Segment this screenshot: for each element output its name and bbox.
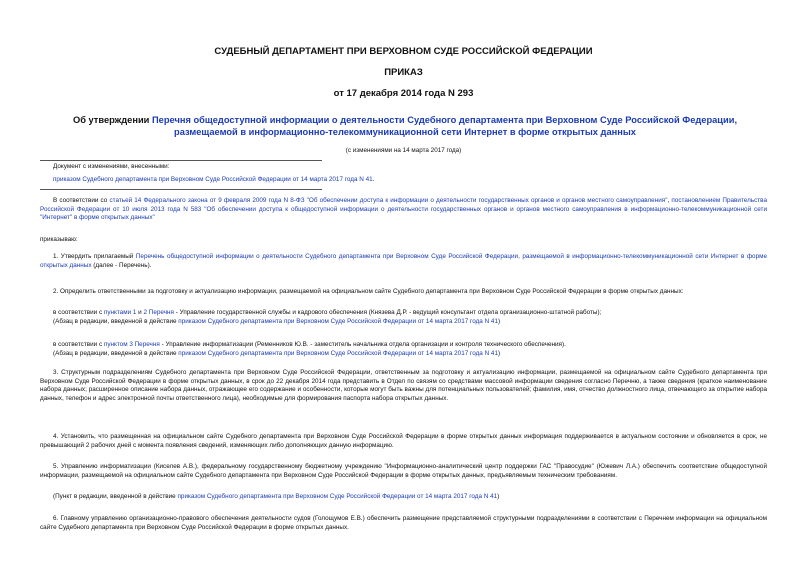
item-6: 6. Главному управлению организационно-правового обеспечения деятельности судов (Голощумов Е.В.) обеспечить размещение представляемой структурными подразделениями в соответствии с Перечнем информации на официальном сайте Судебного департамента при Верховном Суде Российской Федерации в форме открытых данных. <box>40 515 767 531</box>
items-2-link[interactable]: 2 Перечня <box>143 309 174 316</box>
item-4: 4. Установить, что размещенная на официальном сайте Судебного департамента при Верховном Суде Российской Федерации в форме открытых данных информация поддерживается в актуальном состоянии и обновляется в срок, не превышающий 2 рабочих дней с момента появления сведений, изменяющих либо дополняющих данную информацию. <box>40 433 767 449</box>
item-1: 1. Утвердить прилагаемый Перечень общедоступной информации о деятельности Судебного департамента при Верховном Суде Российской Федерации, размещаемой в информационно-телекоммуникационной сети Интернет в форме открытых данных (далее - Перечень). <box>40 253 767 269</box>
changes-line: приказом Судебного департамента при Верховном Суде Российской Федерации от 14 марта 2017 года N 41. <box>53 176 375 183</box>
document-title <box>60 114 750 138</box>
title-prefix: Об утверждении <box>72 115 152 125</box>
item-3-link[interactable]: пунктом 3 Перечня <box>103 341 160 348</box>
changes-label: Документ с изменениями, внесенными: <box>53 163 170 170</box>
item-5-edition-link[interactable]: приказом Судебного департамента при Верховном Суде Российской Федерации от 14 марта 2017 года N 41 <box>177 493 498 500</box>
item-3: 3. Структурным подразделениям Судебного департамента при Верховном Суде Российской Федерации, ответственным за подготовку и актуализацию информации, размещаемой на официальном сайте Судебного департамента при Верховном Суде Российской Федерации в форме открытых данных, в срок до 22 декабря 2014 года представить в Отдел по связям со средствами массовой информации сведения согласно Перечню, а также сведения (краткое наименование набора данных; расширенное описание набора данных, отражающее его содержание и особенности, которые могут быть важны для потенциальных пользователей; фамилия, имя, отчество должностного лица, отвечающего за открытие набора данных, телефон и адрес электронной почты ответственного лица), необходимые для формирования паспорта набора открытых данных. <box>40 369 767 403</box>
doc-type-heading: ПРИКАЗ <box>384 67 423 78</box>
item-2a-edition-link[interactable]: приказом Судебного департамента при Верховном Суде Российской Федерации от 14 марта 2017 года N 41 <box>178 318 498 325</box>
amendment-note: (с изменениями на 14 марта 2017 года) <box>345 147 462 154</box>
item-5: 5. Управлению информатизации (Киселев А.В.), федеральному государственному бюджетному учреждению "Информационно-аналитический центр поддержки ГАС "Правосудие" (Южевич Л.А.) обеспечить соответствие общедоступной информации, размещаемой на официальном сайте Судебного департамента при Верховном Суде Российской Федерации в форме открытых данных, предъявляемым техническим требованиям. <box>40 463 767 479</box>
title-link[interactable]: Перечня общедоступной информации о деятельности Судебного департамента при Верховном Суде Российской Федерации, размещаемой в информационно-телекоммуникационной сети Интернет в форме открытых данных <box>151 115 738 137</box>
divider-bottom <box>40 189 322 190</box>
law-link[interactable]: статьей 14 Федерального закона от 9 февраля 2009 года N 8-ФЗ "Об обеспечении доступа к информации о деятельности государственных органов и органов местного самоуправления" <box>109 197 668 204</box>
item-2b: в соответствии с пунктом 3 Перечня - Управление информатизации (Ременников Ю.В. - заместитель начальника отдела организации и контроля технического обеспечения). <box>53 341 566 348</box>
order-word: приказываю: <box>40 236 78 243</box>
date-number-heading: от 17 декабря 2014 года N 293 <box>333 88 474 99</box>
list-link[interactable]: Перечень общедоступной информации о деятельности Судебного департамента при Верховном Суде Российской Федерации, размещаемой в информационно-телекоммуникационной сети Интернет в форме открытых данных <box>40 253 767 269</box>
item-2b-edition-link[interactable]: приказом Судебного департамента при Верховном Суде Российской Федерации от 14 марта 2017 года N 41 <box>178 350 498 357</box>
org-heading: СУДЕБНЫЙ ДЕПАРТАМЕНТ ПРИ ВЕРХОВНОМ СУДЕ РОССИЙСКОЙ ФЕДЕРАЦИИ <box>214 46 593 57</box>
preamble: В соответствии со статьей 14 Федерального закона от 9 февраля 2009 года N 8-ФЗ "Об обеспечении доступа к информации о деятельности государственных органов и органов местного самоуправления", постановлением Правительства Российской Федерации от 10 июля 2013 года N 583 "Об обеспечении доступа к общедоступной информации о деятельности государственных органов и органов местного самоуправления в информационно-телекоммуникационной сети "Интернет" в форме открытых данных" <box>40 197 768 222</box>
item-2a-edition: (Абзац в редакции, введенной в действие приказом Судебного департамента при Верховном Суде Российской Федерации от 14 марта 2017 года N 41) <box>53 318 501 325</box>
divider-top <box>40 160 322 161</box>
resolution-link[interactable]: постановлением Правительства Российской Федерации от 10 июля 2013 года N 583 "Об обеспечении доступа к общедоступной информации о деятельности государственных органов и органов местного самоуправления в информационно-телекоммуникационной сети "Интернет" в форме открытых данных" <box>40 197 768 222</box>
item-2: 2. Определить ответственными за подготовку и актуализацию информации, размещаемой на официальном сайте Судебного департамента при Верховном Суде Российской Федерации в форме открытых данных: <box>53 288 684 295</box>
item-2a: в соответствии с пунктами 1 и 2 Перечня - Управление государственной службы и кадрового обеспечения (Князева Д.Р. - ведущий консультант отдела организационно-штатной работы); <box>53 309 602 316</box>
items-1-link[interactable]: пунктами 1 <box>103 309 137 316</box>
item-2b-edition: (Абзац в редакции, введенной в действие приказом Судебного департамента при Верховном Суде Российской Федерации от 14 марта 2017 года N 41) <box>53 350 501 357</box>
changes-link[interactable]: приказом Судебного департамента при Верховном Суде Российской Федерации от 14 марта 2017 года N 41 <box>53 176 373 183</box>
item-5-edition: (Пункт в редакции, введенной в действие приказом Судебного департамента при Верховном Суде Российской Федерации от 14 марта 2017 года N 41) <box>53 493 500 500</box>
